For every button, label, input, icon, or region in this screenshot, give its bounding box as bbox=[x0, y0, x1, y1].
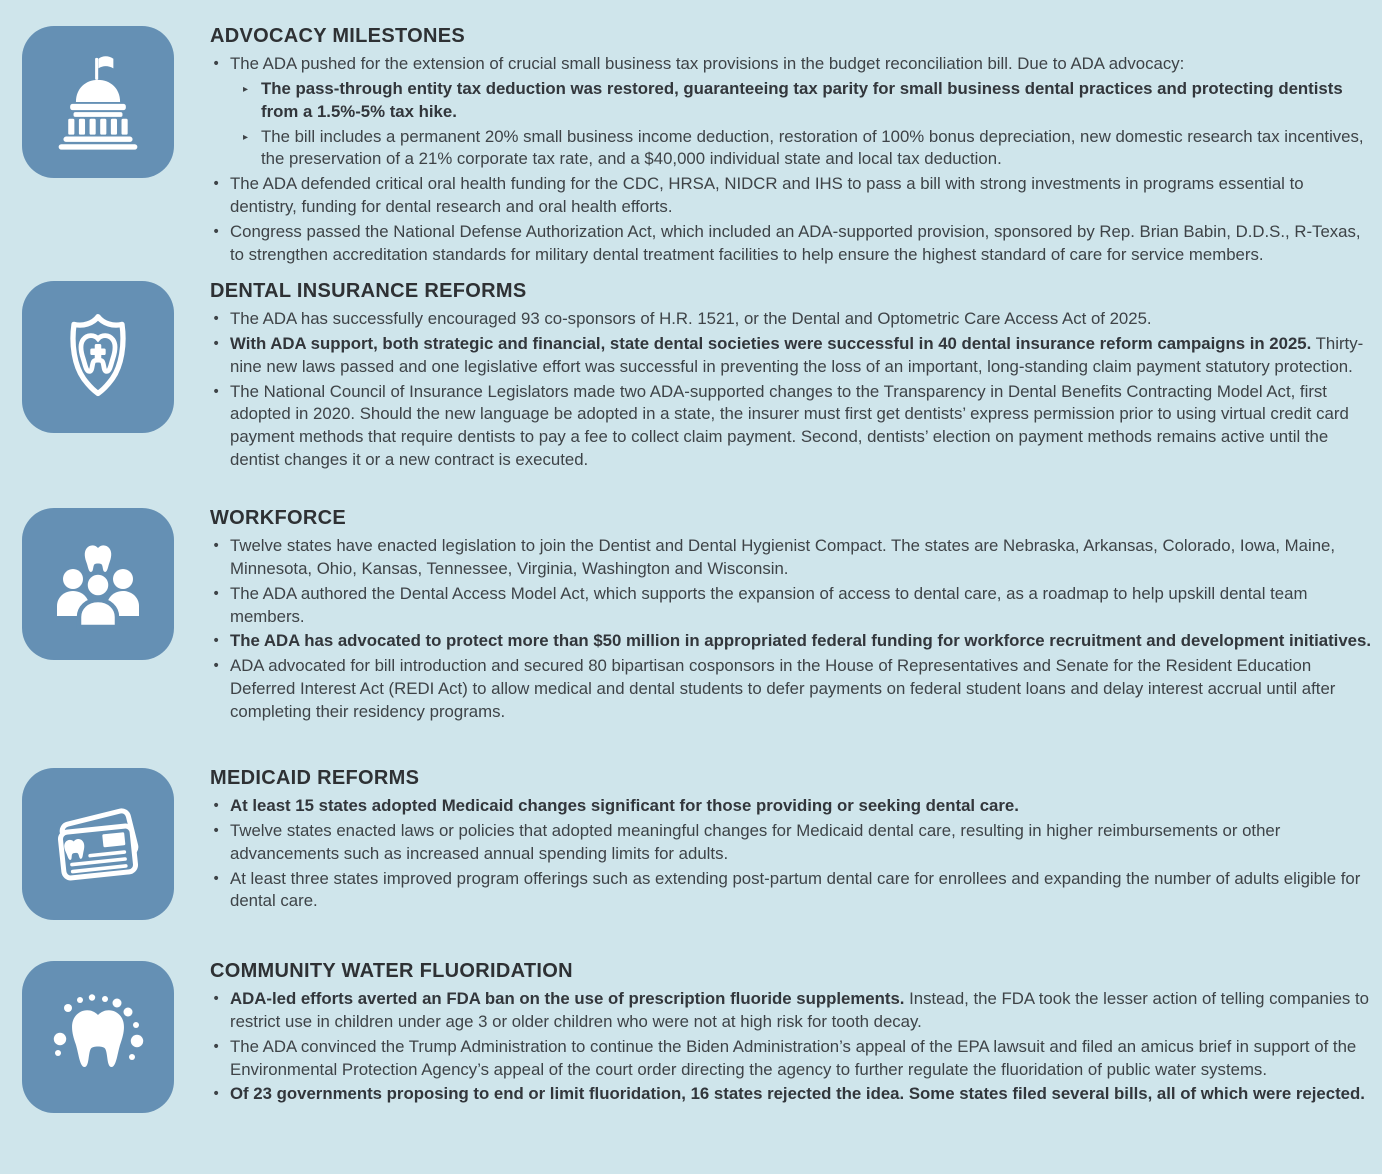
people-tooth-icon bbox=[22, 508, 174, 660]
bold-text: At least 15 states adopted Medicaid changes significant for those providing or seeking dental care. bbox=[230, 796, 1019, 815]
bullet-item bbox=[210, 988, 1372, 1034]
section-title: COMMUNITY WATER FLUORIDATION bbox=[210, 960, 573, 982]
section-title: MEDICAID REFORMS bbox=[210, 767, 420, 789]
bold-text: The pass-through entity tax deduction was restored, guaranteeing tax parity for small business dental practices and protecting dentists from a 1.5%-5% tax hike. bbox=[261, 78, 1343, 121]
body-text: The ADA authored the Dental Access Model Act, which supports the expansion of access to dental care, as a roadmap to help upskill dental team members. bbox=[230, 583, 1308, 626]
section-content bbox=[210, 279, 1380, 474]
bullet-marker: • bbox=[212, 56, 221, 72]
section-community-water-fluoridation bbox=[0, 959, 1382, 1159]
bullet-marker: • bbox=[212, 383, 221, 400]
bullet-marker: • bbox=[212, 870, 221, 887]
bold-text: With ADA support, both strategic and financial, state dental societies were successful in 40 dental insurance reform campaigns in 2025. bbox=[230, 333, 1312, 353]
body-text: Thirty-nine new laws passed and one legislative effort was successful in preventing the loss of an important, long-standing claim payment statutory protection. bbox=[230, 333, 1364, 376]
bullet-item bbox=[210, 1083, 1372, 1106]
bullet-item bbox=[210, 333, 1372, 379]
body-text: The National Council of Insurance Legislators made two ADA-supported changes to the Transparency in Dental Benefits Contracting Model Act, first adopted in 2020. Should the new language be adopted in a state, the insurer must first get dentists’ express permission prior to using virtual credit card payment methods that require dentists to pay a fee to collect claim payment. Second, dentists’ election on payment methods remains active until the dentist changes it or a new contract is executed. bbox=[230, 381, 1349, 470]
bold-text: ADA-led efforts averted an FDA ban on the use of prescription fluoride supplements. bbox=[230, 989, 905, 1008]
body-text: The bill includes a permanent 20% small business income deduction, restoration of 100% bonus depreciation, new domestic research tax incentives, the preservation of a 21% corporate tax rate, and a $40,000 individual state and local tax deduction. bbox=[261, 126, 1364, 169]
body-text: At least three states improved program offerings such as extending post-partum dental care for enrollees and expanding the number of adults eligible for dental care. bbox=[230, 868, 1361, 911]
bullet-marker: • bbox=[212, 633, 221, 650]
bullet-item bbox=[210, 221, 1372, 267]
bold-text: Of 23 governments proposing to end or limit fluoridation, 16 states rejected the idea. Some states filed several bills, all of which were rejected. bbox=[230, 1084, 1365, 1104]
body-text: ADA advocated for bill introduction and secured 80 bipartisan cosponsors in the House of Representatives and Senate for the Resident Education Deferred Interest Act (REDI Act) to allow medical and dental students to defer payments on federal student loans and delay interest accrual until after completing their residency programs. bbox=[230, 656, 1336, 721]
bullet-marker: • bbox=[212, 538, 221, 554]
bullet-item bbox=[210, 583, 1372, 629]
bullet-item bbox=[210, 795, 1372, 818]
bullet-marker: • bbox=[212, 223, 221, 240]
bullet-list bbox=[210, 535, 1372, 724]
section-advocacy-milestones bbox=[0, 24, 1382, 279]
section-workforce bbox=[0, 506, 1382, 766]
body-text: Instead, the FDA took the lesser action of telling companies to restrict use in children under age 3 or older children who were not at high risk for tooth decay. bbox=[230, 989, 1369, 1031]
sub-bullet-item bbox=[241, 126, 1372, 172]
bullet-marker: • bbox=[212, 1038, 221, 1055]
arrow-marker: ▸ bbox=[243, 83, 249, 95]
bullet-item bbox=[210, 308, 1372, 331]
arrow-marker: ▸ bbox=[243, 131, 249, 143]
tooth-bubbles-icon bbox=[22, 961, 174, 1113]
body-text: The ADA convinced the Trump Administration to continue the Biden Administration’s appeal of the EPA lawsuit and filed an amicus brief in support of the Environmental Protection Agency’s appeal of the court order directing the agency to further regulate the fluoridation of public water systems. bbox=[230, 1036, 1357, 1079]
section-content bbox=[210, 24, 1380, 269]
bullet-item bbox=[210, 535, 1372, 581]
bullet-item bbox=[210, 630, 1372, 653]
body-text: Twelve states have enacted legislation to join the Dentist and Dental Hygienist Compact. The states are Nebraska, Arkansas, Colorado, Iowa, Maine, Minnesota, Ohio, Kansas, Tennessee, Virginia, Washington and Wisconsin. bbox=[230, 536, 1336, 578]
body-text: Congress passed the National Defense Authorization Act, which included an ADA-supported provision, sponsored by Rep. Brian Babin, D.D.S., R-Texas, to strengthen accreditation standards for military dental treatment facilities to help ensure the highest standard of care for service members. bbox=[230, 221, 1361, 264]
shield-tooth-icon bbox=[22, 281, 174, 433]
bullet-item bbox=[210, 868, 1372, 914]
bullet-item bbox=[210, 53, 1372, 76]
bullet-list bbox=[210, 308, 1372, 472]
bullet-marker: • bbox=[212, 991, 221, 1007]
section-content bbox=[210, 959, 1380, 1108]
bullet-marker: • bbox=[212, 176, 221, 193]
capitol-icon bbox=[22, 26, 174, 178]
bullet-marker: • bbox=[212, 1086, 221, 1103]
bullet-marker: • bbox=[212, 658, 221, 675]
bullet-item bbox=[210, 1036, 1372, 1082]
bullet-item bbox=[210, 381, 1372, 472]
bullet-marker: • bbox=[212, 311, 221, 327]
section-medicaid-reforms bbox=[0, 766, 1382, 959]
body-text: The ADA has successfully encouraged 93 co-sponsors of H.R. 1521, or the Dental and Optometric Care Access Act of 2025. bbox=[230, 309, 1152, 328]
section-content bbox=[210, 766, 1380, 915]
body-text: The ADA pushed for the extension of crucial small business tax provisions in the budget reconciliation bill. Due to ADA advocacy: bbox=[230, 54, 1185, 73]
bold-text: The ADA has advocated to protect more than $50 million in appropriated federal funding for workforce recruitment and development initiatives. bbox=[230, 631, 1372, 651]
bullet-marker: • bbox=[212, 585, 221, 602]
bullet-item bbox=[210, 655, 1372, 724]
body-text: Twelve states enacted laws or policies that adopted meaningful changes for Medicaid dental care, resulting in higher reimbursements or other advancements such as increased annual spending limits for adults. bbox=[230, 820, 1281, 863]
bullet-marker: • bbox=[212, 822, 221, 839]
bullet-item bbox=[210, 820, 1372, 866]
body-text: The ADA defended critical oral health funding for the CDC, HRSA, NIDCR and IHS to pass a bill with strong investments in programs essential to dentistry, funding for dental research and oral health efforts. bbox=[230, 174, 1304, 217]
bullet-marker: • bbox=[212, 798, 221, 814]
section-content bbox=[210, 506, 1380, 726]
bullet-list bbox=[210, 53, 1372, 267]
sub-bullet-item bbox=[241, 78, 1372, 124]
section-title: ADVOCACY MILESTONES bbox=[210, 25, 465, 47]
bullet-list bbox=[210, 988, 1372, 1106]
bullet-list bbox=[210, 795, 1372, 913]
bullet-marker: • bbox=[212, 335, 221, 352]
section-dental-insurance-reforms bbox=[0, 279, 1382, 506]
insurance-card-tooth-icon bbox=[22, 768, 174, 920]
section-title: WORKFORCE bbox=[210, 507, 347, 529]
bullet-item bbox=[210, 173, 1372, 219]
section-title: DENTAL INSURANCE REFORMS bbox=[210, 280, 527, 302]
